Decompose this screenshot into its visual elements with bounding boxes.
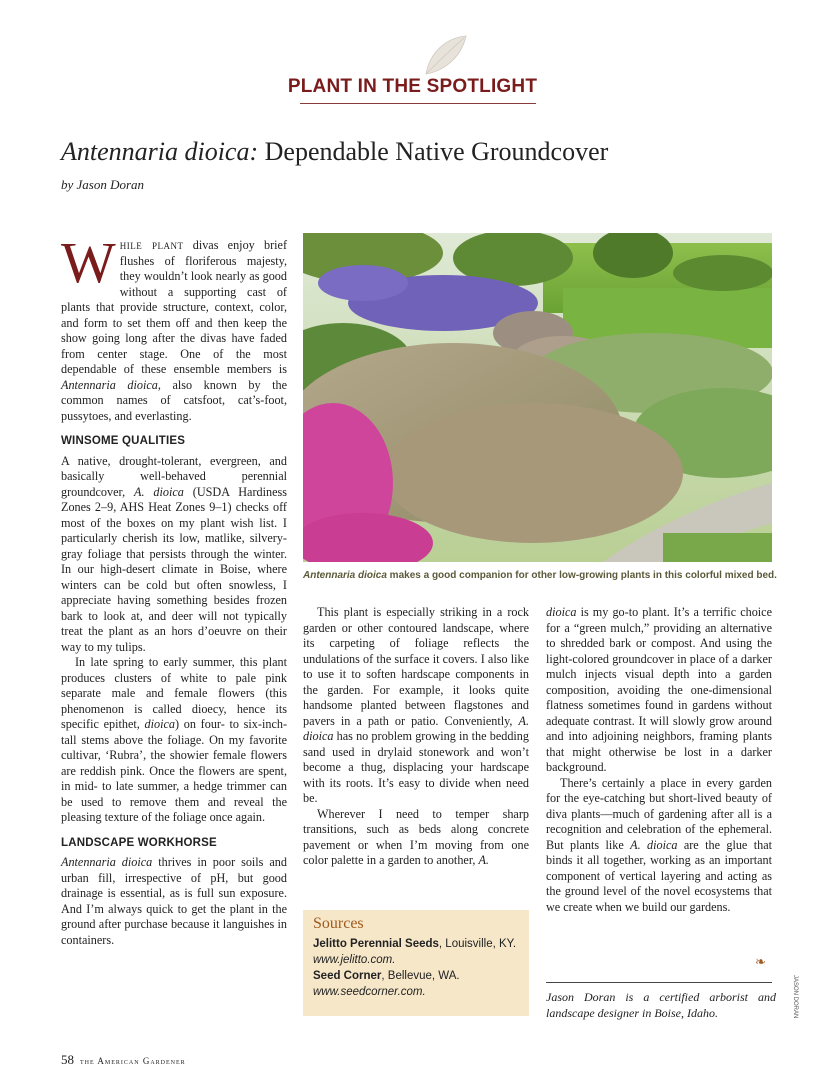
text-run: ) on four- to six-inch-tall stems above the foliage. On my favorite cultivar, ‘Rubra’, the showier female flowers are reddish pink. Once the flowers are spent, in mid- to late summer, a hedge trimmer can be used to remove them and reveal the pleasing texture of the foliage once again. (61, 717, 288, 824)
byline: by Jason Doran (61, 177, 145, 192)
paragraph (61, 655, 287, 826)
column-3 (546, 605, 772, 915)
paragraph (546, 776, 772, 916)
text-run: Wherever I need to temper sharp transitions, such as beds along concrete pavement or when I’m moving from one color palette in a garden to another, (303, 806, 529, 867)
source-item (313, 968, 519, 1000)
column-2 (303, 605, 529, 869)
paragraph (303, 605, 529, 807)
paragraph (61, 454, 287, 656)
source-url[interactable]: www.seedcorner.com. (313, 986, 426, 998)
source-location: , Bellevue, WA. (381, 970, 460, 982)
sources-title: Sources (313, 915, 364, 932)
text-italic: A. dioica (134, 484, 184, 499)
photo-credit: JASON DORAN (792, 975, 798, 1019)
source-name: Jelitto Perennial Seeds (313, 938, 439, 950)
text-italic: dioica (546, 605, 577, 619)
text-run: This plant is especially striking in a rock garden or other contoured landscape, where its carpeting of foliage reflects the undulations of the surface it covers. I also like to use it to soften hardscape components in the garden. For example, it looks quite handsome planted between flagstones and pavers in a path or patio. Conveniently, (303, 605, 529, 728)
column-1 (61, 230, 288, 948)
caption-text: makes a good companion for other low-growing plants in this colorful mixed bed. (386, 570, 777, 581)
folio (61, 1052, 186, 1068)
lead-in: hile plant (119, 238, 184, 252)
text-run: also known by the common names of catsfoot, cat’s-foot, pussytoes, and everlasting. (61, 377, 287, 423)
text-run: (USDA Hardiness Zones 2–9, AHS Heat Zones 9–1) checks off most of the boxes on my plant wish list. I particularly cherish its low, matlike, silvery-gray foliage that persists through the winter. In our high-desert climate in Boise, where winters can be cold but often snowless, I appreciate having something besides frozen bark to look at, and deer will not typically treat the plant as an hors d’oeuvre on their way to my tulips. (61, 484, 287, 654)
caption-italic: Antennaria dioica (303, 570, 387, 581)
publication-name: the American Gardener (80, 1056, 186, 1066)
title-italic: Antennaria dioica: (61, 137, 259, 166)
text-run: divas enjoy brief flushes of floriferous majesty, they wouldn’t look nearly as good without a supporting cast of plants that provide structure, context, color, and form to set them off and then keep the show going long after the divas have faded from center stage. One of the most dependable of these ensemble members is (61, 238, 287, 376)
text-italic: Antennaria dioica (61, 855, 153, 869)
source-name: Seed Corner (313, 970, 382, 982)
article-title (61, 137, 608, 167)
bio-rule (546, 982, 772, 983)
section-header: PLANT IN THE SPOTLIGHT (287, 76, 538, 97)
leaf-ornament-icon (420, 34, 470, 78)
text-run: In late spring to early summer, this plant produces clusters of white to pale pink separate male and female flowers (this phenomenon is called dioecy, hence its specific epithet, (61, 655, 287, 731)
author-bio: Jason Doran is a certified arborist and landscape designer in Boise, Idaho. (546, 990, 776, 1020)
subhead-landscape-workhorse: LANDSCAPE WORKHORSE (61, 836, 217, 849)
source-item (313, 936, 519, 968)
section-rule (300, 103, 536, 104)
source-location: , Louisville, KY. (438, 938, 517, 950)
text-run: has no problem growing in the bedding sand used in drylaid stonework and won’t become a thug, displacing your hardscape with its roots. It’s easy to divide when need be. (303, 729, 529, 805)
garden-photo (303, 233, 772, 562)
text-italic: A. dioica (303, 713, 529, 743)
subhead-winsome-qualities: WINSOME QUALITIES (61, 435, 186, 447)
paragraph-intro (61, 230, 287, 424)
text-italic: Antennaria dioica, (61, 377, 161, 392)
photo-caption (303, 570, 783, 581)
end-mark-icon: ❧ (755, 955, 766, 970)
text-run: thrives in poor soils and urban fill, irrespective of pH, but good drainage is essential, as is full sun exposure. And I’m always quick to get the plant in the ground after purchase because it languishes in containers. (61, 855, 287, 947)
page-number: 58 (61, 1052, 74, 1067)
text-italic: dioica (144, 717, 175, 731)
text-run: A native, drought-tolerant, evergreen, and basically well-behaved perennial groundcover, (61, 453, 287, 499)
paragraph (546, 605, 772, 776)
text-italic: A. dioica (630, 837, 678, 852)
text-run: is my go-to plant. It’s a terrific choice for a “green mulch,” providing an alternative to shredded bark or compost. And using the light-colored groundcover in place of a darker mulch injects visual depth into a garden composition, avoiding the one-dimensional flatness sometimes found in gardens without adequate contrast. It will slowly grow around and into adjoining neighbors, framing plants that might otherwise be lost in a darker background. (546, 605, 772, 774)
drop-cap: W (61, 230, 116, 295)
text-italic: A. (478, 853, 489, 867)
text-run: There’s certainly a place in every garden for the eye-catching but short-lived beauty of diva plants—much of gardening after all is a recognition and celebration of the ephemeral. But plants like (546, 775, 772, 852)
paragraph (61, 855, 287, 948)
paragraph (303, 807, 529, 869)
text-run: are the glue that binds it all together, working as an important component of vertical layering and acting as the ground level of the novel ecosystems that we create when we build our gardens. (546, 837, 772, 914)
title-rest: Dependable Native Groundcover (258, 137, 609, 166)
source-url[interactable]: www.jelitto.com. (313, 954, 396, 966)
sources-box (303, 910, 529, 1016)
